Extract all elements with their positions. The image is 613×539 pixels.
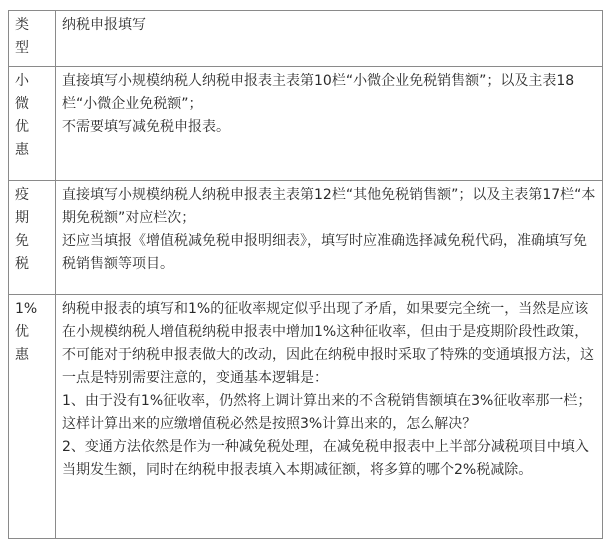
table-row — [9, 295, 603, 539]
content-line: 2、变通方法依然是作为一种减免税处理，在减免税申报表中上半部分减税项目中填入当期发生额，同时在纳税申报表填入本期减征额，将多算的哪个2%税减除。 — [62, 439, 589, 478]
header-content-label: 纳税申报填写 — [62, 17, 146, 33]
table-header-row — [9, 11, 603, 67]
header-content-cell — [56, 11, 603, 67]
header-type-cell — [9, 11, 56, 67]
table-row — [9, 181, 603, 295]
type-label: 疫期免税 — [15, 187, 29, 272]
content-line: 还应当填报《增值税减免税申报明细表》，填写时应准确选择减免税代码，准确填写免税销售额等项目。 — [62, 233, 587, 272]
content-line: 1、由于没有1%征收率，仍然将上调计算出来的不含税销售额填在3%征收率那一栏；这样计算出来的应缴增值税必然是按照3%计算出来的，怎么解决？ — [62, 393, 592, 432]
content-cell — [56, 67, 603, 181]
content-cell — [56, 181, 603, 295]
type-label: 小微优惠 — [15, 73, 29, 158]
content-line: 不需要填写减免税申报表。 — [62, 119, 230, 135]
table-row — [9, 67, 603, 181]
header-type-label: 类型 — [15, 17, 29, 56]
content-line: 直接填写小规模纳税人纳税申报表主表第12栏“其他免税销售额”；以及主表第17栏“本期免税额”对应栏次； — [62, 187, 596, 226]
type-cell — [9, 67, 56, 181]
type-label: 1%优惠 — [15, 301, 38, 363]
content-line: 纳税申报表的填写和1%的征收率规定似乎出现了矛盾，如果要完全统一，当然是应该在小规模纳税人增值税纳税申报表中增加1%这种征收率，但由于是疫期阶段性政策，不可能对于纳税申报表做大的改动，因此在纳税申报时采取了特殊的变通填报方法，这一点是特别需要注意的，变通基本逻辑是： — [62, 301, 594, 386]
content-line: 直接填写小规模纳税人纳税申报表主表第10栏“小微企业免税销售额”；以及主表18栏“小微企业免税额”； — [62, 73, 575, 112]
type-cell — [9, 181, 56, 295]
type-cell — [9, 295, 56, 539]
tax-filing-table — [8, 10, 603, 539]
content-cell — [56, 295, 603, 539]
